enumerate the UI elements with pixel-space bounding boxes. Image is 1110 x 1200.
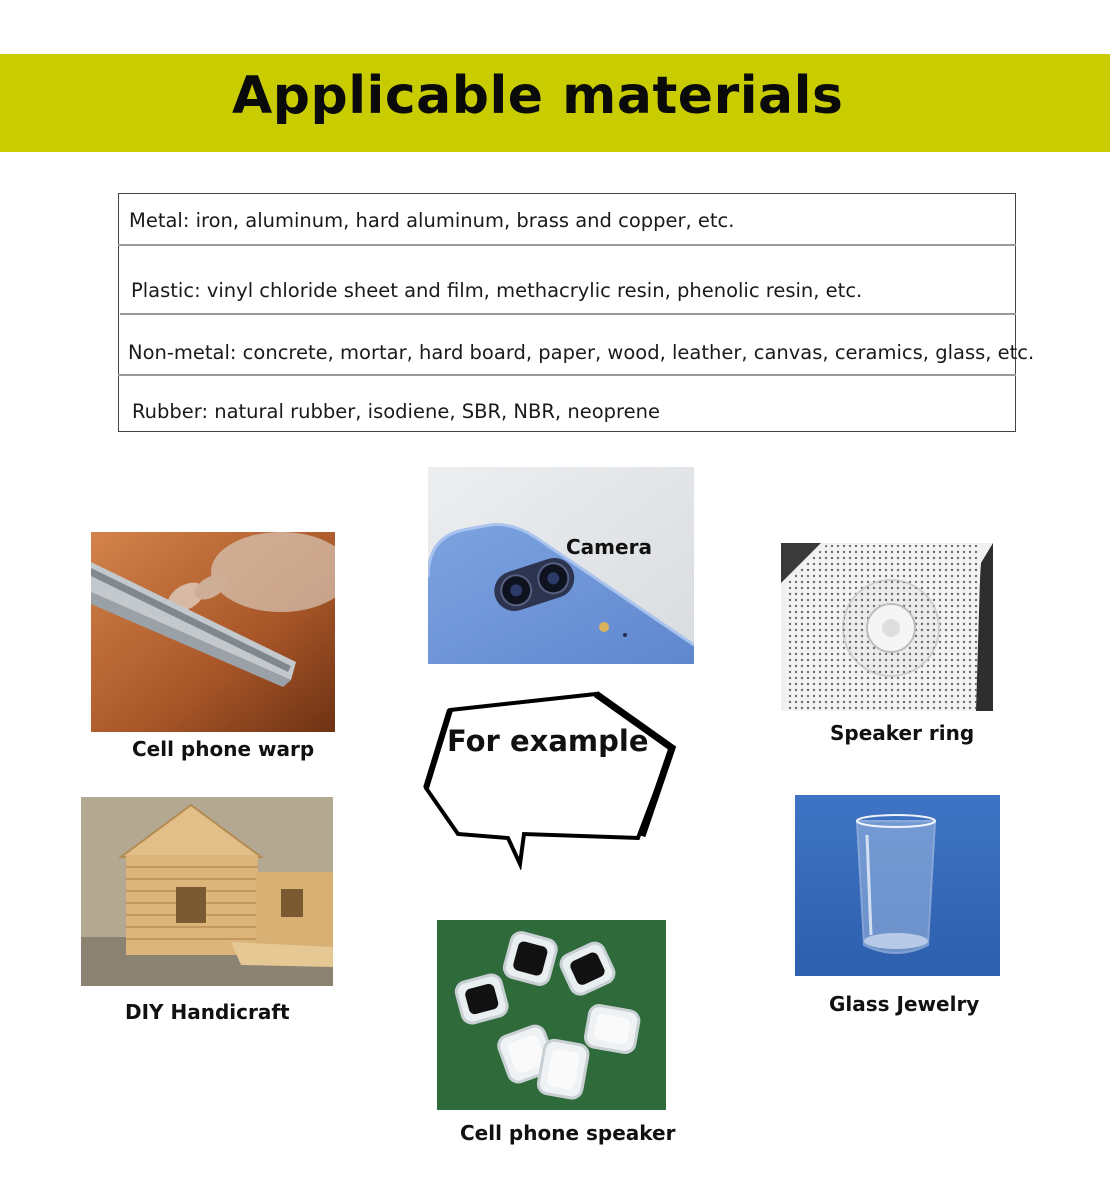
speaker-ring-photo: [781, 543, 993, 711]
cell-phone-speaker-caption: Cell phone speaker: [460, 1121, 676, 1145]
row-divider: [118, 374, 1016, 376]
camera-photo: [428, 467, 694, 664]
material-non-metal: Non-metal: concrete, mortar, hard board, paper, wood, leather, canvas, ceramics, glass, etc.: [128, 341, 1035, 364]
cell-phone-speaker-photo: [437, 920, 666, 1110]
glass-jewelry-caption: Glass Jewelry: [829, 992, 980, 1016]
material-metal: Metal: iron, aluminum, hard aluminum, brass and copper, etc.: [129, 209, 735, 232]
row-divider: [120, 313, 1016, 315]
diy-handicraft-photo: [81, 797, 333, 986]
material-plastic: Plastic: vinyl chloride sheet and film, methacrylic resin, phenolic resin, etc.: [131, 279, 863, 302]
row-divider: [118, 244, 1016, 246]
page-title: Applicable materials: [232, 66, 844, 126]
for-example-label: For example: [447, 724, 649, 758]
for-example-callout: [420, 688, 680, 870]
speaker-ring-caption: Speaker ring: [830, 721, 975, 745]
cell-phone-warp-caption: Cell phone warp: [132, 737, 315, 761]
diy-handicraft-caption: DIY Handicraft: [125, 1000, 290, 1024]
glass-jewelry-photo: [795, 795, 1000, 976]
material-rubber: Rubber: natural rubber, isodiene, SBR, NBR, neoprene: [132, 400, 660, 423]
cell-phone-warp-photo: [91, 532, 335, 732]
camera-label: Camera: [566, 535, 652, 559]
